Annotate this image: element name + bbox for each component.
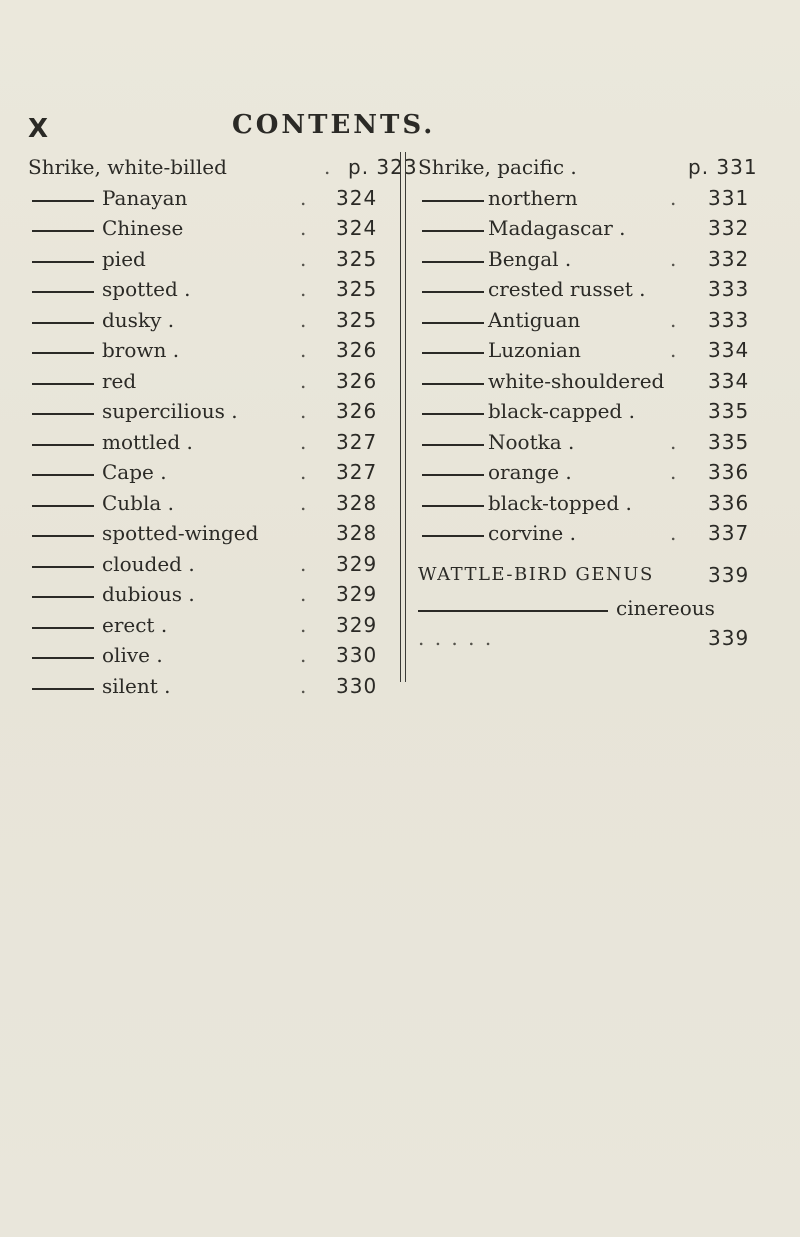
entry-label: Nootka . (488, 429, 575, 454)
left-column (28, 152, 418, 701)
entry-label: Chinese (102, 216, 184, 240)
entry-label: pied (102, 246, 146, 271)
entry-label: silent . (102, 673, 171, 698)
entry-leader: . (670, 307, 677, 332)
entry-label: Shrike, pacific . (418, 155, 577, 179)
ditto-dash (32, 474, 94, 476)
index-entry (28, 305, 398, 336)
ditto-dash (422, 261, 484, 263)
entry-label: spotted . (102, 277, 191, 301)
entry-page: 329 (336, 612, 378, 637)
entry-label: white-shouldered (488, 368, 665, 393)
index-entry (28, 640, 398, 671)
entry-leader: . (300, 551, 307, 576)
ditto-dash (422, 322, 484, 324)
entry-leader: . (300, 368, 307, 393)
index-entry (28, 183, 398, 214)
entry-page: 333 (708, 307, 750, 332)
ditto-dash (32, 627, 94, 629)
entry-label: Shrike, white-billed (28, 155, 227, 179)
index-entry (418, 396, 790, 427)
entry-page: 333 (708, 277, 750, 301)
entry-page: 329 (336, 582, 378, 606)
entry-label: crested russet . (488, 277, 646, 301)
index-entry (28, 579, 398, 610)
entry-label: corvine . (488, 521, 576, 545)
index-entry (418, 518, 790, 549)
entry-page: 332 (708, 246, 750, 271)
index-entry (28, 457, 398, 488)
entry-label: Luzonian (488, 338, 581, 362)
entry-page: 336 (708, 460, 750, 484)
entry-label: clouded . (102, 551, 195, 576)
entry-label: Panayan (102, 185, 188, 210)
index-entry (28, 274, 398, 305)
entry-label: mottled . (102, 429, 193, 454)
entry-page: 324 (336, 185, 378, 210)
index-entry (418, 213, 790, 244)
entry-page: 327 (336, 429, 378, 454)
entry-leader: . (300, 399, 307, 423)
page-header (0, 110, 800, 150)
section-entry-continuation (418, 623, 790, 653)
ditto-dash (422, 383, 484, 385)
entry-leader: . (300, 246, 307, 271)
left-entry-list (28, 183, 398, 702)
index-entry (28, 213, 398, 244)
entry-label: black-capped . (488, 399, 635, 423)
entry-label: dusky . (102, 307, 175, 332)
entry-leader: . (670, 338, 677, 362)
entry-page: 339 (708, 625, 750, 650)
entry-leader: . (300, 429, 307, 454)
entry-leader: . (670, 521, 677, 545)
entry-leader: . (670, 460, 677, 484)
entry-page: 335 (708, 399, 750, 423)
entry-page: 328 (336, 521, 378, 545)
entry-leader: . (300, 216, 307, 240)
entry-page: 334 (708, 368, 750, 393)
entry-leader: . (670, 429, 677, 454)
index-entry (28, 671, 398, 702)
index-entry (418, 427, 790, 458)
entry-page: p. 323 (348, 155, 418, 179)
section-entry (418, 593, 790, 623)
entry-leader: . (670, 185, 677, 210)
entry-label: erect . (102, 612, 168, 637)
entry-label: dubious . (102, 582, 195, 606)
ditto-dash (32, 413, 94, 415)
entry-label: northern (488, 185, 578, 210)
ditto-dash (32, 688, 94, 690)
entry-page: p. 331 (688, 155, 758, 179)
ditto-dash (422, 200, 484, 202)
section-label: WATTLE-BIRD GENUS (418, 563, 654, 585)
ditto-dash (422, 413, 484, 415)
entry-label: orange . (488, 460, 572, 484)
index-entry (418, 305, 790, 336)
ditto-dash (422, 535, 484, 537)
entry-page: 325 (336, 277, 378, 301)
entry-label: supercilious . (102, 399, 238, 423)
ditto-dash (422, 505, 484, 507)
ditto-dash (32, 596, 94, 598)
entry-leader: . (300, 612, 307, 637)
index-entry (28, 549, 398, 580)
entry-page: 325 (336, 307, 378, 332)
ditto-dash (32, 200, 94, 202)
index-entry (28, 396, 398, 427)
entry-label: cinereous (616, 595, 715, 620)
index-entry (28, 610, 398, 641)
index-entry (28, 427, 398, 458)
entry-page: 326 (336, 368, 378, 393)
entry-leader: . . . . . (418, 625, 494, 650)
entry-page: 336 (708, 490, 750, 515)
entry-leader: . (300, 460, 307, 484)
entry-leader: . (300, 185, 307, 210)
ditto-dash (32, 566, 94, 568)
entry-leader: . (300, 490, 307, 515)
entry-label: brown . (102, 338, 180, 362)
index-entry (28, 244, 398, 275)
entry-page: 331 (708, 185, 750, 210)
ditto-dash (32, 383, 94, 385)
index-entry (28, 518, 398, 549)
entry-page: 326 (336, 338, 378, 362)
entry-label: Cubla . (102, 490, 175, 515)
ditto-dash (422, 444, 484, 446)
index-entry (28, 335, 398, 366)
entry-page: 334 (708, 338, 750, 362)
entry-page: 329 (336, 551, 378, 576)
section-page: 339 (708, 562, 750, 587)
entry-label: Cape . (102, 460, 167, 484)
index-entry (28, 366, 398, 397)
entry-leader: . (300, 582, 307, 606)
ditto-dash (32, 261, 94, 263)
entry-page: 332 (708, 216, 750, 240)
page-title: CONTENTS. (232, 110, 436, 140)
index-entry (418, 457, 790, 488)
right-column (418, 152, 790, 653)
entry-leader: . (300, 673, 307, 698)
page-mark: X (28, 114, 49, 144)
ditto-dash (32, 322, 94, 324)
index-entry (418, 274, 790, 305)
index-entry (418, 366, 790, 397)
entry-label: olive . (102, 643, 163, 667)
index-entry (418, 335, 790, 366)
index-entry (418, 488, 790, 519)
index-entry (28, 488, 398, 519)
ditto-dash (422, 352, 484, 354)
entry-leader: . (300, 277, 307, 301)
entry-page: 337 (708, 521, 750, 545)
ditto-dash (32, 230, 94, 232)
entry-page: 324 (336, 216, 378, 240)
entry-leader: . (300, 643, 307, 667)
right-entry-list (418, 183, 790, 549)
entry-label: red (102, 368, 137, 393)
entry-page: 327 (336, 460, 378, 484)
entry-page: 326 (336, 399, 378, 423)
ditto-dash (418, 610, 608, 612)
entry-page: 335 (708, 429, 750, 454)
entry-page: 330 (336, 673, 378, 698)
index-entry (418, 244, 790, 275)
entry-label: Madagascar . (488, 216, 626, 240)
ditto-dash (422, 230, 484, 232)
ditto-dash (32, 505, 94, 507)
entry-page: 330 (336, 643, 378, 667)
ditto-dash (422, 474, 484, 476)
ditto-dash (32, 535, 94, 537)
index-entry (418, 183, 790, 214)
section-heading (418, 557, 790, 593)
entry-page: 328 (336, 490, 378, 515)
ditto-dash (422, 291, 484, 293)
entry-page: 325 (336, 246, 378, 271)
entry-label: spotted-winged (102, 521, 259, 545)
entry-leader: . (324, 155, 331, 179)
entry-leader: . (300, 338, 307, 362)
index-heading-entry (418, 152, 790, 183)
entry-label: Bengal . (488, 246, 572, 271)
ditto-dash (32, 657, 94, 659)
entry-leader: . (670, 246, 677, 271)
ditto-dash (32, 352, 94, 354)
entry-leader: . (300, 307, 307, 332)
column-divider (400, 152, 406, 682)
entry-label: Antiguan (488, 307, 581, 332)
ditto-dash (32, 444, 94, 446)
ditto-dash (32, 291, 94, 293)
entry-label: black-topped . (488, 490, 632, 515)
index-heading-entry (28, 152, 418, 183)
